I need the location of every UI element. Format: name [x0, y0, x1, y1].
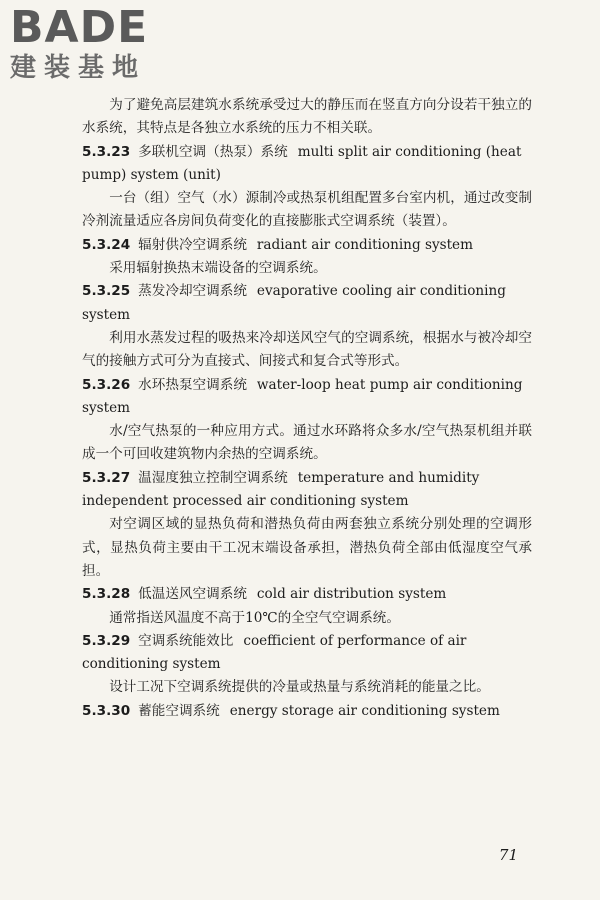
entry-term-en: temperature and humidity independent processed air conditioning system — [82, 469, 480, 510]
entry-description: 通常指送风温度不高于10℃的全空气空调系统。 — [109, 609, 400, 626]
entry-term-zh: 蓄能空调系统 — [138, 702, 220, 719]
entry — [82, 583, 532, 630]
entry-heading — [82, 374, 532, 421]
entry-number: 5.3.28 — [82, 586, 131, 603]
entry — [82, 374, 532, 467]
entry-term-en: radiant air conditioning system — [256, 236, 473, 253]
entry-heading — [82, 583, 532, 606]
entry-term-en: evaporative cooling air conditioning system — [82, 283, 506, 323]
entry-heading — [82, 280, 532, 327]
entry-number: 5.3.29 — [82, 632, 131, 649]
entry-number: 5.3.24 — [82, 236, 131, 253]
entry-heading — [82, 234, 532, 257]
entry-term-en: multi split air conditioning (heat pump) system (unit) — [82, 143, 522, 183]
entry-term-zh: 水环热泵空调系统 — [138, 376, 247, 393]
entry-term-en: energy storage air conditioning system — [229, 702, 500, 719]
bade-logo — [10, 4, 180, 90]
entry-term-zh: 多联机空调（热泵）系统 — [138, 143, 288, 160]
entry-term-zh: 空调系统能效比 — [138, 632, 234, 649]
logo-text: BADE — [10, 2, 149, 53]
page-body — [82, 94, 532, 723]
entry-term-zh: 蒸发冷却空调系统 — [138, 283, 247, 300]
entry-description: 对空调区域的显热负荷和潜热负荷由两套独立系统分别处理的空调形式，显热负荷主要由干工况末端设备承担，潜热负荷全部由低湿度空气承担。 — [82, 516, 532, 579]
entry-term-zh: 温湿度独立控制空调系统 — [138, 469, 288, 486]
page-number: 71 — [498, 846, 518, 864]
entry-number: 5.3.30 — [82, 702, 131, 719]
entry — [82, 280, 532, 373]
entry — [82, 700, 532, 723]
entry-heading — [82, 630, 532, 677]
entry-term-zh: 辐射供冷空调系统 — [138, 236, 247, 253]
entry-description: 水/空气热泵的一种应用方式。通过水环路将众多水/空气热泵机组并联成一个可回收建筑物内余热的空调系统。 — [82, 423, 532, 463]
entry-term-en: cold air distribution system — [256, 586, 447, 603]
entry-number: 5.3.27 — [82, 469, 131, 486]
entry-number: 5.3.25 — [82, 283, 131, 300]
entry-term-en: water-loop heat pump air conditioning system — [82, 376, 523, 416]
entry-description: 采用辐射换热末端设备的空调系统。 — [109, 260, 327, 277]
entry — [82, 234, 532, 281]
entry-heading — [82, 700, 532, 723]
intro-paragraph: 为了避免高层建筑水系统承受过大的静压而在竖直方向分设若干独立的水系统，其特点是各独立水系统的压力不相关联。 — [82, 97, 532, 137]
entry-number: 5.3.23 — [82, 143, 131, 160]
entry — [82, 630, 532, 700]
entry-description: 利用水蒸发过程的吸热来冷却送风空气的空调系统，根据水与被冷却空气的接触方式可分为直接式、间接式和复合式等形式。 — [82, 329, 532, 370]
entry — [82, 141, 532, 234]
logo-subtitle: 建装基地 — [10, 53, 147, 83]
entry-description: 设计工况下空调系统提供的冷量或热量与系统消耗的能量之比。 — [109, 679, 490, 696]
entry-description: 一台（组）空气（水）源制冷或热泵机组配置多台室内机，通过改变制冷剂流量适应各房间负荷变化的直接膨胀式空调系统（装置）。 — [82, 190, 532, 230]
entry-heading — [82, 141, 532, 188]
entry — [82, 467, 532, 583]
entry-heading — [82, 467, 532, 514]
entry-term-zh: 低温送风空调系统 — [138, 586, 247, 603]
entry-term-en: coefficient of performance of air conditioning system — [82, 632, 467, 673]
entry-number: 5.3.26 — [82, 376, 131, 393]
